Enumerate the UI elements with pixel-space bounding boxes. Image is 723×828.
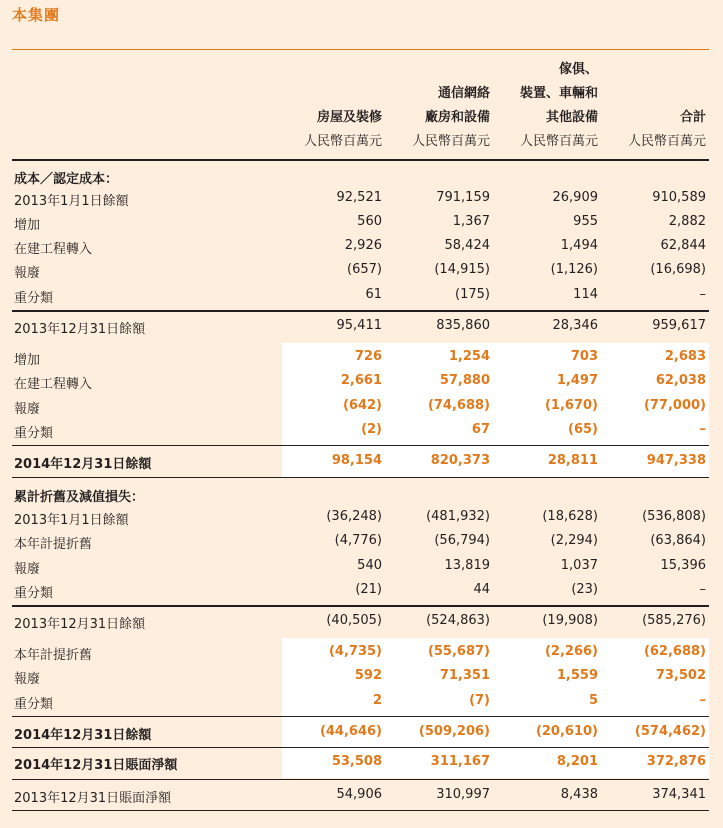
table-row — [12, 691, 709, 716]
cell-value: 310,997 — [436, 787, 490, 802]
row-label: 增加 — [14, 218, 41, 233]
row-divider — [12, 810, 709, 811]
cell-value: 67 — [471, 422, 490, 437]
cell-value: 592 — [354, 668, 382, 683]
cell-value: – — [699, 693, 706, 708]
cell-value: 2,661 — [340, 373, 382, 388]
row-label: 成本／認定成本： — [14, 172, 119, 187]
row-label: 本年計提折舊 — [14, 537, 93, 552]
section-heading — [12, 484, 709, 509]
cell-value: (19,908) — [542, 613, 598, 628]
cell-value: (7) — [469, 693, 490, 708]
cell-value: 98,154 — [331, 453, 382, 468]
row-label: 報廢 — [14, 402, 41, 417]
cell-value: 15,396 — [660, 558, 706, 573]
table-row — [12, 371, 709, 396]
cell-value: (36,248) — [326, 509, 382, 524]
cell-value: (74,688) — [427, 398, 490, 413]
cell-value: (23) — [571, 582, 598, 597]
cell-value: – — [699, 422, 706, 437]
cell-value: 374,341 — [652, 787, 706, 802]
cell-value: 53,508 — [331, 754, 382, 769]
row-label: 2013年12月31日餘額 — [14, 322, 146, 337]
cell-value: (18,628) — [542, 509, 598, 524]
table-row — [12, 347, 709, 372]
cell-value: 2 — [372, 693, 382, 708]
row-label: 2014年12月31日餘額 — [14, 457, 152, 472]
cell-value: 44 — [473, 582, 490, 597]
cell-value: 820,373 — [430, 453, 490, 468]
row-label: 在建工程轉入 — [14, 377, 93, 392]
table-row — [12, 316, 709, 341]
cell-value: 2,926 — [344, 238, 382, 253]
row-label: 2013年12月31日餘額 — [14, 617, 146, 632]
table-row — [12, 642, 709, 667]
column-unit: 人民幣百萬元 — [303, 134, 382, 149]
table-row — [12, 396, 709, 421]
cell-value: (44,646) — [319, 724, 382, 739]
cell-value: 5 — [588, 693, 598, 708]
cell-value: 2,683 — [664, 349, 706, 364]
cell-value: 726 — [354, 349, 382, 364]
cell-value: (2,266) — [544, 644, 598, 659]
cell-value: 947,338 — [646, 453, 706, 468]
cell-value: (16,698) — [650, 262, 706, 277]
cell-value: 835,860 — [436, 318, 490, 333]
column-header-line: 通信網絡 — [437, 86, 490, 101]
section-heading — [12, 166, 709, 191]
column-header-line: 合計 — [679, 110, 706, 125]
cell-value: (1,670) — [544, 398, 598, 413]
row-label: 2014年12月31日餘額 — [14, 728, 152, 743]
cell-value: 1,254 — [448, 349, 490, 364]
cell-value: 791,159 — [436, 190, 490, 205]
column-header-line: 廠房和設備 — [424, 110, 490, 125]
table-row — [12, 285, 709, 310]
row-label: 報廢 — [14, 672, 41, 687]
table-row — [12, 785, 709, 810]
cell-value: (4,735) — [328, 644, 382, 659]
table-row — [12, 752, 709, 777]
row-divider — [12, 310, 709, 312]
cell-value: (20,610) — [535, 724, 598, 739]
row-label: 累計折舊及減值損失： — [14, 490, 145, 505]
table-row — [12, 451, 709, 476]
cell-value: (536,808) — [642, 509, 706, 524]
row-label: 2013年1月1日餘額 — [14, 513, 129, 528]
cell-value: (14,915) — [434, 262, 490, 277]
row-divider — [12, 605, 709, 607]
cell-value: (65) — [568, 422, 598, 437]
cell-value: 1,497 — [556, 373, 598, 388]
cell-value: (55,687) — [427, 644, 490, 659]
cell-value: (77,000) — [643, 398, 706, 413]
cell-value: (509,206) — [418, 724, 490, 739]
cell-value: 540 — [357, 558, 382, 573]
table-row — [12, 556, 709, 581]
table-row — [12, 580, 709, 605]
row-label: 本年計提折舊 — [14, 648, 93, 663]
cell-value: 95,411 — [336, 318, 382, 333]
cell-value: – — [699, 287, 706, 302]
cell-value: 62,038 — [655, 373, 706, 388]
page-title: 本集團 — [12, 6, 61, 24]
row-divider — [12, 445, 709, 446]
cell-value: 54,906 — [336, 787, 382, 802]
row-label: 重分類 — [14, 586, 54, 601]
cell-value: (642) — [342, 398, 382, 413]
row-divider — [12, 477, 709, 478]
column-unit: 人民幣百萬元 — [627, 134, 706, 149]
row-label: 重分類 — [14, 697, 54, 712]
row-label: 在建工程轉入 — [14, 242, 93, 257]
cell-value: 1,037 — [560, 558, 598, 573]
cell-value: 62,844 — [660, 238, 706, 253]
table-row — [12, 212, 709, 237]
table-row — [12, 531, 709, 556]
cell-value: 1,367 — [452, 214, 490, 229]
row-label: 增加 — [14, 353, 41, 368]
row-label: 2014年12月31日賬面淨額 — [14, 758, 178, 773]
cell-value: (585,276) — [642, 613, 706, 628]
header-rule — [12, 159, 709, 161]
cell-value: 28,346 — [552, 318, 598, 333]
cell-value: 114 — [573, 287, 598, 302]
cell-value: (2,294) — [550, 533, 598, 548]
column-unit: 人民幣百萬元 — [411, 134, 490, 149]
cell-value: 28,811 — [547, 453, 598, 468]
cell-value: 8,438 — [560, 787, 598, 802]
row-divider — [12, 747, 709, 748]
table-row — [12, 420, 709, 445]
cell-value: (657) — [347, 262, 382, 277]
cell-value: 58,424 — [444, 238, 490, 253]
column-header-line: 裝置、車輛和 — [519, 86, 598, 101]
row-label: 2013年1月1日餘額 — [14, 194, 129, 209]
cell-value: 1,559 — [556, 668, 598, 683]
cell-value: (21) — [355, 582, 382, 597]
table-row — [12, 666, 709, 691]
column-header-line: 房屋及裝修 — [316, 110, 382, 125]
cell-value: 73,502 — [655, 668, 706, 683]
column-unit: 人民幣百萬元 — [519, 134, 598, 149]
cell-value: 92,521 — [336, 190, 382, 205]
table-row — [12, 260, 709, 285]
cell-value: 13,819 — [444, 558, 490, 573]
cell-value: (40,505) — [326, 613, 382, 628]
cell-value: 910,589 — [652, 190, 706, 205]
table-row — [12, 236, 709, 261]
cell-value: 1,494 — [560, 238, 598, 253]
row-label: 重分類 — [14, 291, 54, 306]
cell-value: 955 — [573, 214, 598, 229]
table-row — [12, 611, 709, 636]
cell-value: 2,882 — [668, 214, 706, 229]
table-row — [12, 722, 709, 747]
cell-value: 311,167 — [430, 754, 490, 769]
cell-value: 372,876 — [646, 754, 706, 769]
cell-value: 26,909 — [552, 190, 598, 205]
cell-value: – — [699, 582, 706, 597]
row-divider — [12, 779, 709, 780]
cell-value: (524,863) — [426, 613, 490, 628]
row-label: 重分類 — [14, 426, 54, 441]
column-header-line: 其他設備 — [545, 110, 598, 125]
cell-value: (1,126) — [550, 262, 598, 277]
cell-value: (63,864) — [650, 533, 706, 548]
cell-value: (481,932) — [426, 509, 490, 524]
row-label: 報廢 — [14, 266, 41, 281]
cell-value: (62,688) — [643, 644, 706, 659]
table-row — [12, 507, 709, 532]
row-label: 2013年12月31日賬面淨額 — [14, 791, 172, 806]
cell-value: (175) — [455, 287, 490, 302]
cell-value: 61 — [365, 287, 382, 302]
cell-value: (4,776) — [334, 533, 382, 548]
cell-value: 703 — [570, 349, 598, 364]
row-label: 報廢 — [14, 562, 41, 577]
cell-value: 71,351 — [439, 668, 490, 683]
cell-value: (2) — [361, 422, 382, 437]
cell-value: (574,462) — [634, 724, 706, 739]
table-row — [12, 188, 709, 213]
cell-value: (56,794) — [434, 533, 490, 548]
row-divider — [12, 716, 709, 717]
cell-value: 959,617 — [652, 318, 706, 333]
cell-value: 8,201 — [556, 754, 598, 769]
column-header-line: 傢俱、 — [558, 62, 598, 77]
cell-value: 57,880 — [439, 373, 490, 388]
cell-value: 560 — [357, 214, 382, 229]
